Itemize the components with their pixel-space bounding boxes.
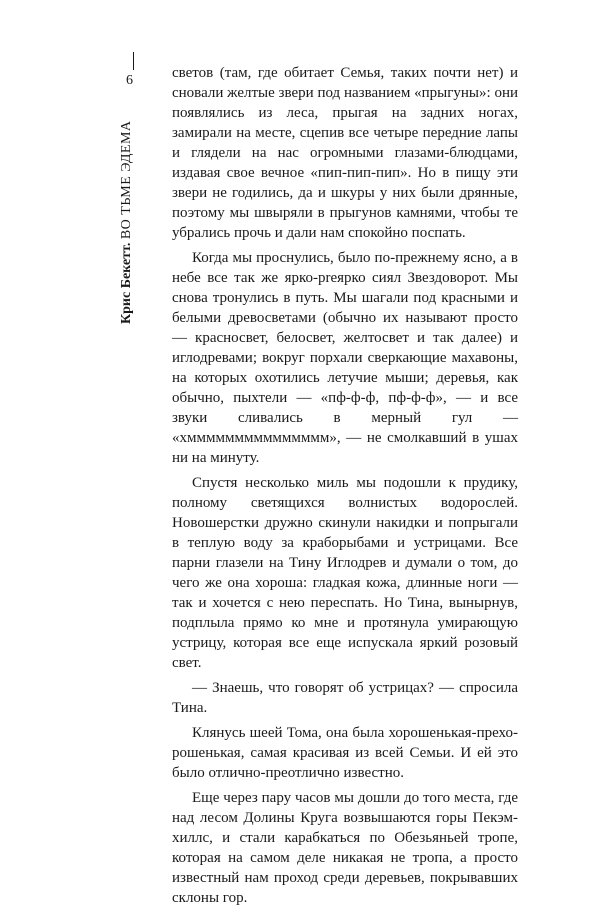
paragraph-3: Спустя несколько миль мы подошли к прудику, полному светящихся волнистых водорослей. Новошерстки дружно скинули накидки и попрыгали в теплую воду за краборыбами и устрицами. Все парни глазели на Тину Иглодрев и думали о том, до чего же она хороша: гладкая кожа, длинные ноги — так и хочется с нею переспать. Но Тина, вынырнув, подплыла прямо ко мне и протянула умирающую устрицу, которая все еще испускала яркий розовый свет. [172, 475, 518, 671]
running-head-title: ВО ТЬМЕ ЭДЕМА [119, 120, 134, 240]
paragraph-5: Клянусь шеей Тома, она была хорошенькая-прехорошенькая, самая красивая из всей Семьи. И ей это было отлично-преотлично известно. [172, 725, 518, 781]
paragraph-6: Еще через пару часов мы дошли до того места, где над лесом Долины Круга возвышаются горы Пекэмхиллс, и стали карабкаться по Обезьяньей тропе, которая на самом деле никакая не тропа, а просто известный нам проход среди деревьев, покрывавших склоны гор. [172, 790, 518, 906]
body-text [172, 63, 518, 908]
paragraph-2: Когда мы проснулись, было по-прежнему ясно, а в небе все так же ярко-preярко сиял Звездоворот. Мы снова тронулись в путь. Мы шагали под красными и белыми древосветами (обычно их называют просто — красносвет, белосвет, желтосвет и так далее) и иглодревами; вокруг порхали сверкающие махавоны, на которых охотились летучие мыши; деревья, как обычно, пыхтели — «пф-ф-ф, пф-ф-ф», — и все звуки сливались в мерный гул — «хммммммммммммммм», — не смолкавший в ушах ни на минуту. [172, 250, 518, 466]
running-head-text [116, 24, 138, 324]
running-head [112, 56, 152, 386]
paragraph-1: светов (там, где обитает Семья, таких почти нет) и сновали желтые звери под названием «прыгуны»: они появлялись из леса, прыгая на задних ногах, замирали на месте, сцепив все четыре передние лапы и глядели на нас огромными глазами-блюдцами, издавая свое вечное «пип-пип-пип». Но в пищу эти звери не годились, да и шкуры у них были дрянные, поэтому мы швыряли в прыгунов камнями, чтобы те убрались прочь и дали нам спокойно поспать. [172, 65, 518, 241]
paragraph-4: — Знаешь, что говорят об устрицах? — спросила Тина. [172, 680, 518, 716]
page-number: 6 [126, 73, 133, 88]
running-head-author: Крис Бекетт. [119, 242, 134, 324]
